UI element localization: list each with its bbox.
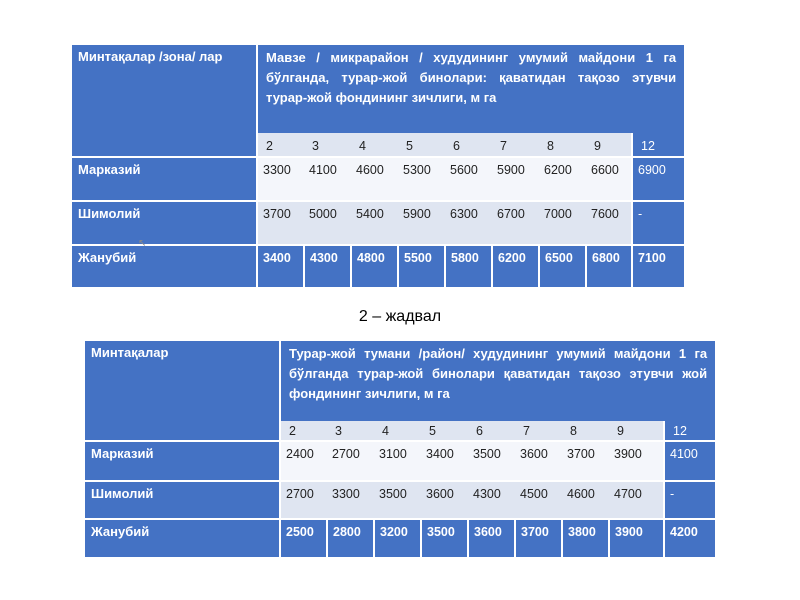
table1-row-label: Марказий <box>72 157 257 201</box>
table1-cell: 6700 <box>492 201 539 245</box>
table2-cell: 3500 <box>421 519 468 557</box>
table2-cell: 3700 <box>562 441 609 481</box>
table2-cell: 3300 <box>327 481 374 519</box>
table1-cell: 3700 <box>257 201 304 245</box>
table2-cell: 3900 <box>609 519 664 557</box>
table2-cell: 3800 <box>562 519 609 557</box>
table2-row-label: Марказий <box>85 441 280 481</box>
table2-floor-header: 12 <box>664 421 715 441</box>
table1-floor-header: 6 <box>445 133 492 157</box>
table1-floor-header: 9 <box>586 133 632 157</box>
table1-floor-header: 8 <box>539 133 586 157</box>
table1-cell: 5500 <box>398 245 445 287</box>
table2-cell: 2400 <box>280 441 327 481</box>
table2-floor-header: 5 <box>421 421 468 441</box>
table2-floor-header: 2 <box>280 421 327 441</box>
table2-floor-header: 8 <box>562 421 609 441</box>
table1-cell: 6200 <box>539 157 586 201</box>
table2-cell: 2700 <box>280 481 327 519</box>
table2-cell: - <box>664 481 715 519</box>
table1-cell: 6300 <box>445 201 492 245</box>
table2-cell: 3500 <box>374 481 421 519</box>
table1-cell: 5400 <box>351 201 398 245</box>
cursor-mark-icon: ↖ <box>138 238 147 249</box>
table1-cell: 6600 <box>586 157 632 201</box>
table2-main-header: Турар-жой тумани /район/ худудининг умумий майдони 1 га бўлганда турар-жой бинолари қаватидан тақозо этувчи жой фондининг зичлиги, м га <box>280 341 715 421</box>
table1-cell: 7600 <box>586 201 632 245</box>
table1-cell: 6200 <box>492 245 539 287</box>
table1-floor-header: 2 <box>257 133 304 157</box>
table-row <box>72 201 684 245</box>
table2-cell: 3700 <box>515 519 562 557</box>
table2-corner-header: Минтақалар <box>85 341 280 441</box>
table1-cell: 5000 <box>304 201 351 245</box>
table2-floor-header: 7 <box>515 421 562 441</box>
table1-cell: 7000 <box>539 201 586 245</box>
table1-cell: 6800 <box>586 245 632 287</box>
table1-cell: 5800 <box>445 245 492 287</box>
table1-row-label: Шимолий <box>72 201 257 245</box>
table1-cell: 4300 <box>304 245 351 287</box>
table1-cell: 4800 <box>351 245 398 287</box>
table1-cell: 3300 <box>257 157 304 201</box>
table-row <box>72 245 684 287</box>
table2-floor-header: 3 <box>327 421 374 441</box>
table2-floor-header: 6 <box>468 421 515 441</box>
table1-floor-header: 3 <box>304 133 351 157</box>
table-caption: 2 – жадвал <box>358 308 442 325</box>
table2-cell: 4100 <box>664 441 715 481</box>
table2-row-label: Шимолий <box>85 481 280 519</box>
table1-cell: 4600 <box>351 157 398 201</box>
table2-floor-header: 4 <box>374 421 421 441</box>
table2-cell: 3900 <box>609 441 664 481</box>
table1-floor-header: 12 <box>632 133 684 157</box>
table1-cell: 5300 <box>398 157 445 201</box>
table-row <box>85 481 715 519</box>
table1-cell: 5900 <box>398 201 445 245</box>
table2-cell: 2500 <box>280 519 327 557</box>
table2-cell: 3100 <box>374 441 421 481</box>
density-table-micro-district <box>72 45 684 287</box>
table-row <box>72 157 684 201</box>
table2-cell: 2800 <box>327 519 374 557</box>
table1-row-label: Жанубий <box>72 245 257 287</box>
table2-row-label: Жанубий <box>85 519 280 557</box>
table1-corner-header: Минтақалар /зона/ лар <box>72 45 257 157</box>
table2-cell: 4600 <box>562 481 609 519</box>
table1-cell: 6500 <box>539 245 586 287</box>
table1-cell: 6900 <box>632 157 684 201</box>
table1-cell: 5900 <box>492 157 539 201</box>
table1-floor-header: 5 <box>398 133 445 157</box>
table2-cell: 4300 <box>468 481 515 519</box>
table2-cell: 2700 <box>327 441 374 481</box>
table-row <box>85 519 715 557</box>
table2-cell: 3400 <box>421 441 468 481</box>
table1-main-header: Мавзе / микрарайон / худудининг умумий майдони 1 га бўлганда, турар-жой бинолари: қаватидан тақозо этувчи турар-жой фондининг зичлиги, м га <box>257 45 684 133</box>
table2-cell: 3600 <box>515 441 562 481</box>
table2-cell: 3600 <box>421 481 468 519</box>
table2-floor-header: 9 <box>609 421 664 441</box>
table1-cell: - <box>632 201 684 245</box>
table1-cell: 4100 <box>304 157 351 201</box>
table2-cell: 3500 <box>468 441 515 481</box>
table1-floor-header: 4 <box>351 133 398 157</box>
table2-cell: 3200 <box>374 519 421 557</box>
table2-cell: 3600 <box>468 519 515 557</box>
table-row <box>85 441 715 481</box>
table1-floor-header: 7 <box>492 133 539 157</box>
table2-cell: 4200 <box>664 519 715 557</box>
density-table-district <box>85 341 715 557</box>
table2-cell: 4700 <box>609 481 664 519</box>
table1-cell: 7100 <box>632 245 684 287</box>
table1-cell: 3400 <box>257 245 304 287</box>
table2-cell: 4500 <box>515 481 562 519</box>
table1-cell: 5600 <box>445 157 492 201</box>
